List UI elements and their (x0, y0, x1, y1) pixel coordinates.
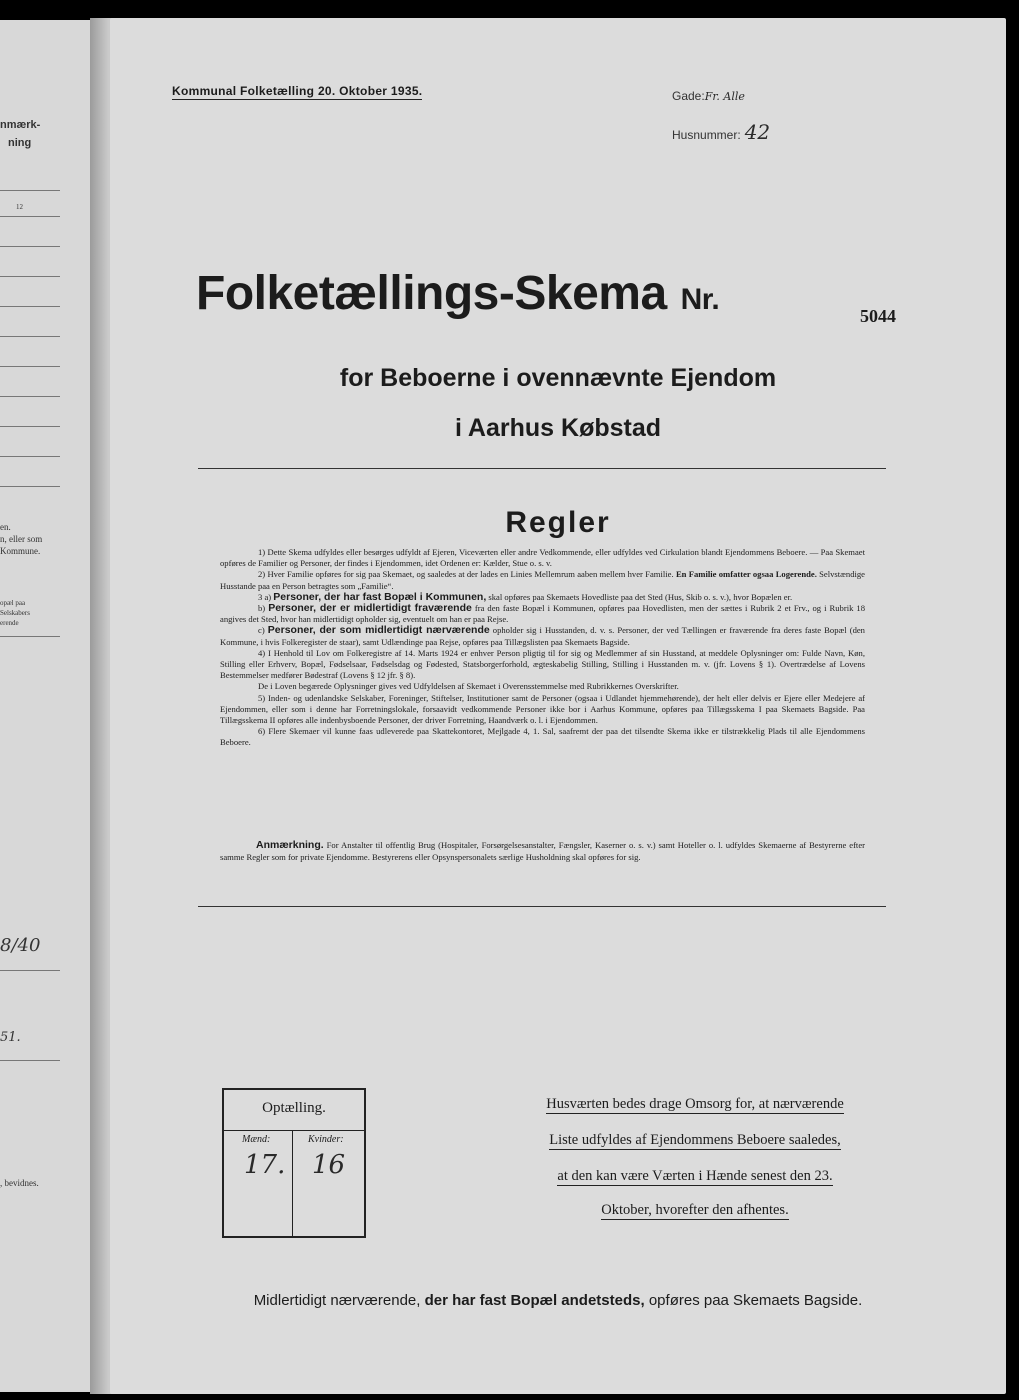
left-heading-1: nmærk- (0, 119, 41, 131)
rule-3b-num: b) (258, 603, 266, 614)
left-rule (0, 366, 60, 367)
rule-3c (220, 625, 865, 647)
rules-text (220, 547, 865, 749)
left-rule (0, 336, 60, 337)
divider (198, 906, 886, 907)
form-subtitle-1: for Beboerne i ovennævnte Ejendom (339, 364, 777, 392)
note-text: For Anstalter til offentlig Brug (Hospitaler, Forsørgelsesanstalter, Fængsler, Kaserner o. s. v.) samt Hoteller o. l. udfyldes Skemaerne af Bestyrerne efter samme Regler som for private Ejendomme. Bestyrerens eller Opsynspersonalets særlige Husholdning skal opføres for sig. (220, 840, 865, 862)
left-rule (0, 306, 60, 307)
count-box-divider (224, 1130, 364, 1131)
count-box (222, 1088, 366, 1238)
left-handwriting: 51. (0, 1030, 21, 1045)
notice-line-4 (530, 1202, 860, 1219)
footer-text-bold: der har fast Bopæl andetsteds, (424, 1292, 645, 1309)
left-rule (0, 486, 60, 487)
rule-3a-heading: Personer, der har fast Bopæl i Kommunen, (273, 590, 487, 603)
rule-2-tail: Selvstændige Husstande paa en Person betragtes som „Familie“. (220, 569, 865, 591)
rule-3c-heading: Personer, der som midlertidigt nærværende (267, 624, 490, 637)
men-count: 17. (244, 1150, 286, 1180)
women-count: 16 (312, 1150, 346, 1180)
form-title-main: Folketællings-Skema (196, 267, 667, 320)
notice-line-3 (530, 1168, 860, 1185)
left-heading-2: ning (8, 137, 32, 149)
rule-3c-num: c) (258, 625, 265, 636)
form-number: 5044 (860, 306, 896, 326)
notice-text-4: Oktober, hvorefter den afhentes. (601, 1202, 789, 1218)
left-note: Selskabers (0, 609, 30, 617)
left-note: opæl paa (0, 599, 26, 607)
left-note: erende (0, 619, 19, 627)
left-page-fragment (0, 20, 96, 1392)
left-rule (0, 396, 60, 397)
street-value: Fr. Alle (704, 90, 745, 103)
left-rule (0, 970, 60, 971)
count-box-title: Optælling. (262, 1100, 326, 1116)
left-note: Kommune. (0, 546, 41, 556)
left-rule (0, 246, 60, 247)
footer-instruction (110, 1292, 1006, 1309)
rule-3b (220, 603, 865, 625)
left-rule (0, 456, 60, 457)
street-label: Gade: (672, 89, 705, 103)
rule-4: 4) I Henhold til Lov om Folkeregistre af 14. Marts 1924 er enhver Person pligtig til for sig og Medlemmer af sin Husstand, at meddele Oplysninger om: Fulde Navn, Køn, Stilling eller Erhverv, Bopæl, Fødselsaar, Fødselsdag og Fødested, Statsborgerforhold, ægteskabelig Stilling, Stilling i Husstanden m. v. (jfr. Lovens § 1). Overtrædelse af Lovens Bestemmelser medfører Bødestraf (Lovens § 12 jfr. § 8). (220, 647, 865, 681)
rule-3b-heading: Personer, der er midlertidigt fraværende (268, 602, 472, 615)
rules-heading: Regler (505, 506, 611, 539)
rule-5: 5) Inden- og udenlandske Selskaber, Foreninger, Stiftelser, Institutioner samt de Personer (ogsaa i Udlandet hjemmehørende), der helt eller delvis er Ejere eller Medejere af Ejendommen, eller som i denne har Forretningslokale, forsaavidt vedkommende Personer ikke bor i Aarhus Kommune, opføres paa Tillægsskema I paa Skemaets Bagside. Paa Tillægsskema II opføres alle indenbysboende Personer, der driver Forretning, Haandværk o. l. i Ejendommen. (220, 692, 865, 726)
left-handwriting: 8/40 (0, 935, 41, 956)
rule-3b-text: fra den faste Bopæl i Kommunen, opføres paa Hovedlisten, men der sættes i Rubrik 2 et Frv., og i Rubrik 18 angives det Sted, hvor han midlertidigt opholder sig, eventuelt om han er paa Rejse. (220, 603, 866, 625)
note-label: Anmærkning. (256, 839, 324, 851)
notice-line-1 (530, 1096, 860, 1113)
notice-text-1: Husværten bedes drage Omsorg for, at nærværende (546, 1096, 844, 1112)
rule-2 (220, 569, 865, 591)
left-column-number: 12 (16, 203, 23, 211)
notice-line-2 (530, 1132, 860, 1149)
notice-text-3: at den kan være Værten i Hænde senest den 23. (557, 1168, 833, 1184)
rule-3c-text: opholder sig i Husstanden, d. v. s. Personer, der ved Tællingen er fraværende fra deres faste Bopæl (den Kommune, i hvis Folkeregister de staar), samt Udlændinge paa Rejse, opføres paa Tillægslisten paa Skemaets Bagside. (220, 625, 865, 647)
left-note: n, eller som (0, 534, 43, 544)
rule-1: 1) Dette Skema udfyldes eller besørges udfyldt af Ejeren, Viceværten eller andre Vedkommende, eller udfyldes ved Cirkulation blandt Ejendommens Beboere. — Paa Skemaet opføres de Familier og Personer, der findes i Ejendommen, idet Ordenen er: Kælder, Stue o. s. v. (220, 547, 865, 569)
rule-4b: De i Loven begærede Oplysninger gives ved Udfyldelsen af Skemaet i Overensstemmelse med Rubrikkernes Overskrifter. (258, 681, 679, 692)
house-number-field (672, 120, 770, 144)
left-rule (0, 190, 60, 191)
footer-text-post: opføres paa Skemaets Bagside. (648, 1292, 863, 1309)
left-note: , bevidnes. (0, 1178, 39, 1188)
men-label: Mænd: (242, 1134, 271, 1145)
annotation-note (220, 840, 865, 863)
rule-2-emph: En Familie omfatter ogsaa Logerende. (675, 569, 817, 580)
left-rule (0, 426, 60, 427)
census-header: Kommunal Folketælling 20. Oktober 1935. (172, 84, 423, 98)
left-rule (0, 1060, 60, 1061)
form-nr-label: Nr. (680, 283, 720, 316)
rule-3a-text: skal opføres paa Skemaets Hovedliste paa det Sted (Hus, Skib o. s. v.), hvor Bopælen er. (488, 591, 793, 602)
house-number-label: Husnummer: (672, 128, 741, 142)
left-rule (0, 636, 60, 637)
count-box-column-divider (292, 1130, 293, 1236)
left-rule (0, 216, 60, 217)
house-number-value: 42 (744, 120, 771, 144)
left-note: en. (0, 522, 11, 532)
rule-2-text: 2) Hver Familie opføres for sig paa Skemaet, og saaledes at der lades en Linies Mellemrum aaben mellem hver Familie. (258, 569, 674, 580)
form-title (196, 266, 719, 321)
notice-text-2: Liste udfyldes af Ejendommens Beboere saaledes, (549, 1132, 841, 1148)
rule-6: 6) Flere Skemaer vil kunne faas udleverede paa Skattekontoret, Mejlgade 4, 1. Sal, saafremt der paa det tilsendte Skema ikke er tilstrækkelig Plads til alle Ejendommens Beboere. (220, 726, 865, 748)
form-subtitle-2: i Aarhus Købstad (454, 414, 662, 442)
women-label: Kvinder: (308, 1134, 344, 1145)
left-rule (0, 276, 60, 277)
street-field (672, 89, 745, 103)
rule-3a-num: 3 a) (258, 591, 272, 602)
footer-text-pre: Midlertidigt nærværende, (253, 1292, 421, 1309)
divider (198, 468, 886, 469)
